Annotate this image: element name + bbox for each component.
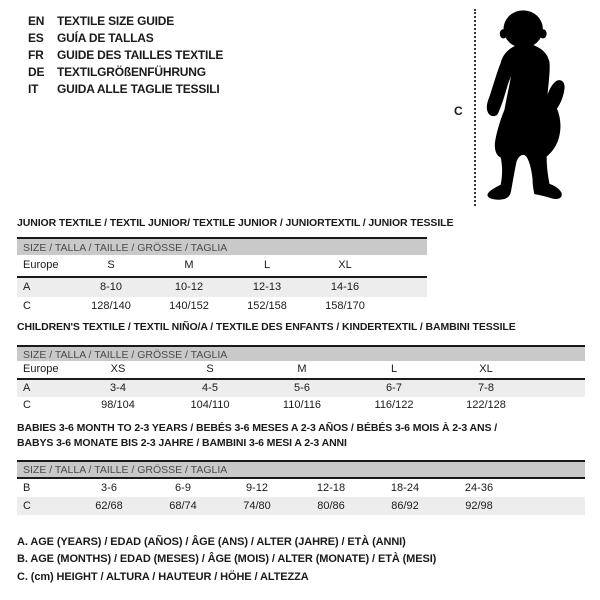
table-cell: 14-16 — [330, 281, 360, 293]
table-cell: 92/98 — [465, 500, 493, 512]
section-title: JUNIOR TEXTILE / TEXTIL JUNIOR/ TEXTILE JUNIOR / JUNIORTEXTIL / JUNIOR TESSILE — [17, 217, 454, 229]
language-code: FR — [28, 48, 44, 62]
size-table — [17, 345, 585, 413]
language-list — [28, 13, 223, 98]
height-measure-label: C — [454, 104, 463, 118]
legend-line: A. AGE (YEARS) / EDAD (AÑOS) / ÂGE (ANS) / ALTER (JAHRE) / ETÀ (ANNI) — [17, 536, 406, 548]
table-cell: 5-6 — [294, 382, 310, 394]
row-label: C — [23, 500, 31, 512]
language-label: GUIDA ALLE TAGLIE TESSILI — [57, 82, 220, 96]
language-label: TEXTILGRÖßENFÜHRUNG — [57, 65, 206, 79]
measure-legend — [17, 534, 436, 586]
table-cell: L — [263, 259, 271, 271]
language-code: ES — [28, 31, 44, 45]
size-table-body — [17, 276, 427, 316]
row-label: Europe — [23, 259, 59, 271]
language-row — [28, 81, 223, 98]
section-title: CHILDREN'S TEXTILE / TEXTIL NIÑO/A / TEXTILE DES ENFANTS / KINDERTEXTIL / BAMBINI TESSILE — [17, 321, 516, 333]
table-cell: L — [390, 363, 398, 375]
row-label: C — [23, 398, 31, 411]
table-cell: 4-5 — [202, 382, 218, 394]
table-cell: M — [184, 259, 194, 271]
size-section — [17, 320, 585, 411]
table-cell: 3-4 — [110, 382, 126, 394]
table-cell: 62/68 — [95, 500, 123, 512]
table-cell: 110/116 — [282, 398, 322, 411]
size-table — [17, 460, 585, 515]
row-label: A — [23, 281, 31, 293]
table-cell: 7-8 — [478, 382, 494, 394]
section-title: BABIES 3-6 MONTH TO 2-3 YEARS / BEBÉS 3-6 MESES A 2-3 AÑOS / BÉBÉS 3-6 MOIS À 2-3 ANS / — [17, 422, 498, 434]
legend-line: B. AGE (MONTHS) / EDAD (MESES) / ÂGE (MOIS) / ALTER (MONATE) / ETÀ (MESI) — [17, 553, 437, 566]
row-label: Europe — [23, 363, 59, 375]
language-code: IT — [28, 82, 39, 96]
language-label: TEXTILE SIZE GUIDE — [57, 14, 175, 28]
table-cell: 3-6 — [101, 482, 117, 494]
table-cell: S — [107, 259, 115, 271]
table-cell: XS — [110, 363, 126, 375]
table-cell: 8-10 — [99, 281, 123, 293]
table-cell: 158/170 — [325, 300, 365, 312]
table-row — [17, 479, 585, 497]
table-cell: 12-13 — [252, 281, 282, 293]
table-cell: 24-36 — [464, 482, 494, 494]
size-table-header-bar: SIZE / TALLA / TAILLE / GRÖSSE / TAGLIA — [17, 460, 585, 477]
table-cell: 68/74 — [169, 500, 197, 512]
table-row — [17, 297, 427, 316]
table-cell: XL — [338, 259, 352, 271]
table-cell: S — [206, 363, 214, 375]
table-cell: 140/152 — [169, 300, 209, 312]
table-cell: XL — [479, 363, 493, 375]
language-row — [28, 47, 223, 64]
row-label: B — [23, 482, 31, 494]
legend-line: C. (cm) HEIGHT / ALTURA / HAUTEUR / HÖHE / ALTEZZA — [17, 570, 309, 583]
language-code: DE — [28, 65, 45, 79]
table-row — [17, 397, 585, 414]
language-label: GUIDE DES TAILLES TEXTILE — [57, 48, 224, 62]
language-label: GUÍA DE TALLAS — [57, 31, 154, 45]
language-code: EN — [28, 14, 45, 28]
size-table-header-bar: SIZE / TALLA / TAILLE / GRÖSSE / TAGLIA — [17, 237, 427, 255]
size-table-columns — [17, 255, 427, 276]
table-cell: 128/140 — [91, 300, 131, 312]
table-row — [17, 278, 427, 297]
section-title-line2: BABYS 3-6 MONATE BIS 2-3 JAHRE / BAMBINI 3-6 MESI A 2-3 ANNI — [17, 436, 347, 449]
size-table-columns — [17, 361, 585, 378]
table-row — [17, 497, 585, 515]
table-cell: 12-18 — [316, 482, 346, 494]
language-row — [28, 13, 223, 30]
table-cell: 86/92 — [391, 500, 419, 512]
table-row — [17, 380, 585, 397]
size-table-body — [17, 378, 585, 413]
table-cell: 98/104 — [101, 398, 135, 411]
table-cell: 6-9 — [175, 482, 191, 494]
height-dotted-line — [474, 9, 476, 206]
row-label: A — [23, 382, 31, 394]
table-cell: 104/110 — [190, 398, 230, 411]
table-cell: 80/86 — [317, 500, 345, 512]
table-cell: 18-24 — [390, 482, 420, 494]
language-row — [28, 64, 223, 81]
table-cell: 6-7 — [386, 382, 402, 394]
size-section — [17, 421, 585, 512]
size-table-header-bar: SIZE / TALLA / TAILLE / GRÖSSE / TAGLIA — [17, 345, 585, 361]
table-cell: 152/158 — [247, 300, 287, 312]
table-cell: 122/128 — [466, 398, 506, 411]
table-cell: M — [297, 363, 307, 375]
table-cell: 74/80 — [243, 500, 271, 512]
size-table-body — [17, 477, 585, 515]
table-cell: 116/122 — [374, 398, 414, 411]
table-cell: 9-12 — [245, 482, 269, 494]
baby-silhouette-icon — [481, 7, 571, 203]
row-label: C — [23, 300, 31, 312]
size-table — [17, 237, 427, 316]
table-cell: 10-12 — [174, 281, 204, 293]
size-section — [17, 216, 454, 312]
language-row — [28, 30, 223, 47]
